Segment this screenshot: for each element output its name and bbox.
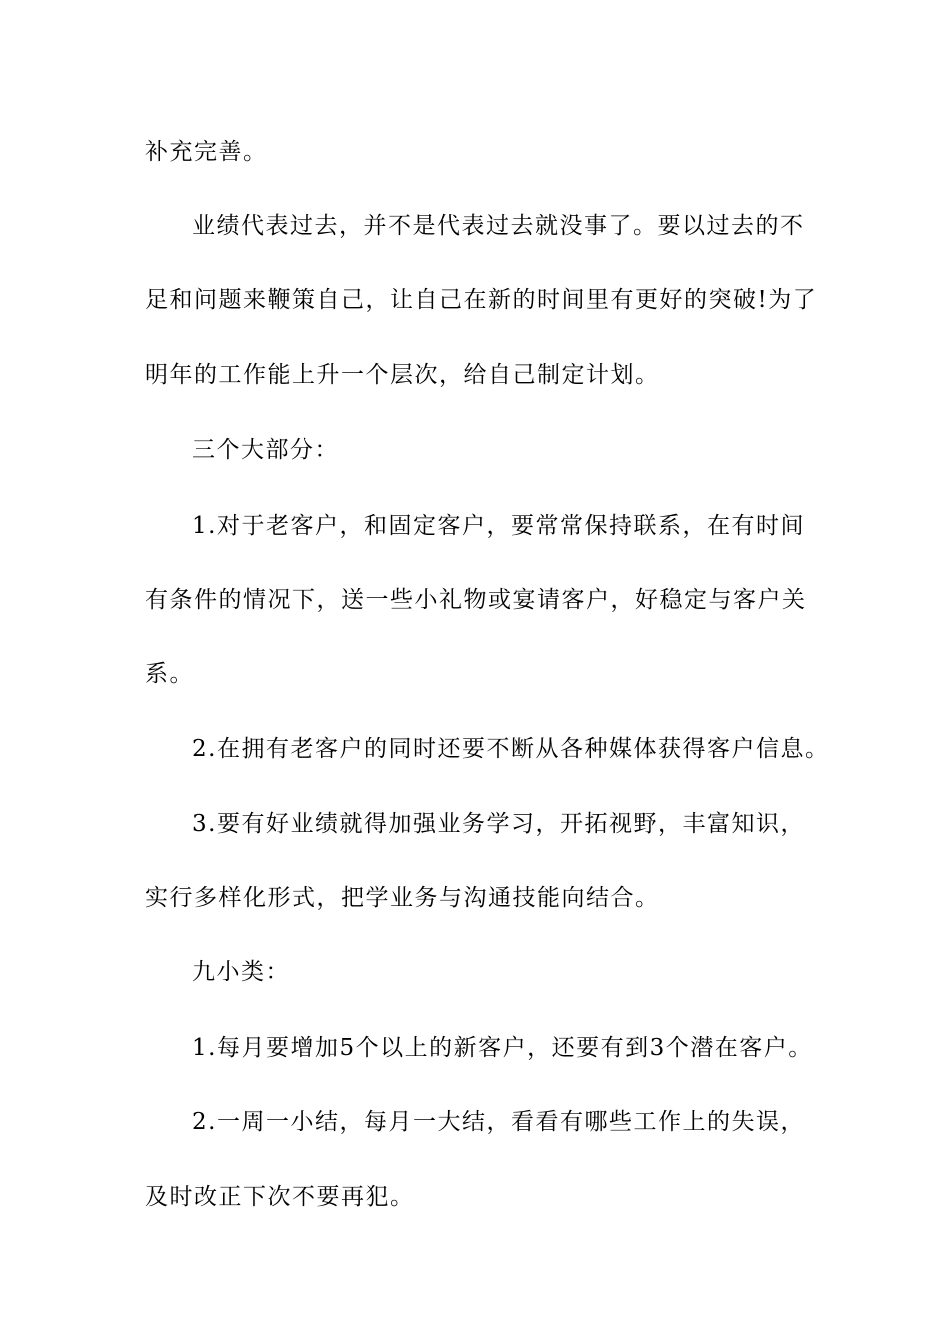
text-line-15: 及时改正下次不要再犯。 — [145, 1184, 415, 1210]
text-line-14: 2.一周一小结，每月一大结，看看有哪些工作上的失误， — [192, 1109, 805, 1135]
text-line-3: 足和问题来鞭策自己，让自己在新的时间里有更好的突破!为了 — [145, 287, 818, 313]
text-line-2: 业绩代表过去，并不是代表过去就没事了。要以过去的不 — [192, 213, 805, 239]
text-line-7: 有条件的情况下，送一些小礼物或宴请客户，好稳定与客户关 — [145, 587, 807, 613]
text-line-4: 明年的工作能上升一个层次，给自己制定计划。 — [145, 362, 660, 388]
text-line-9: 2.在拥有老客户的同时还要不断从各种媒体获得客户信息。 — [192, 736, 830, 762]
text-line-10: 3.要有好业绩就得加强业务学习，开拓视野，丰富知识， — [192, 811, 805, 837]
text-line-11: 实行多样化形式，把学业务与沟通技能向结合。 — [145, 885, 660, 911]
text-line-6: 1.对于老客户，和固定客户，要常常保持联系，在有时间 — [192, 513, 805, 539]
text-line-12: 九小类： — [192, 959, 290, 985]
text-line-13: 1.每月要增加5个以上的新客户，还要有到3个潜在客户。 — [192, 1035, 813, 1061]
text-line-8: 系。 — [145, 661, 194, 687]
text-line-1: 补充完善。 — [145, 139, 268, 165]
text-line-5: 三个大部分： — [192, 437, 339, 463]
